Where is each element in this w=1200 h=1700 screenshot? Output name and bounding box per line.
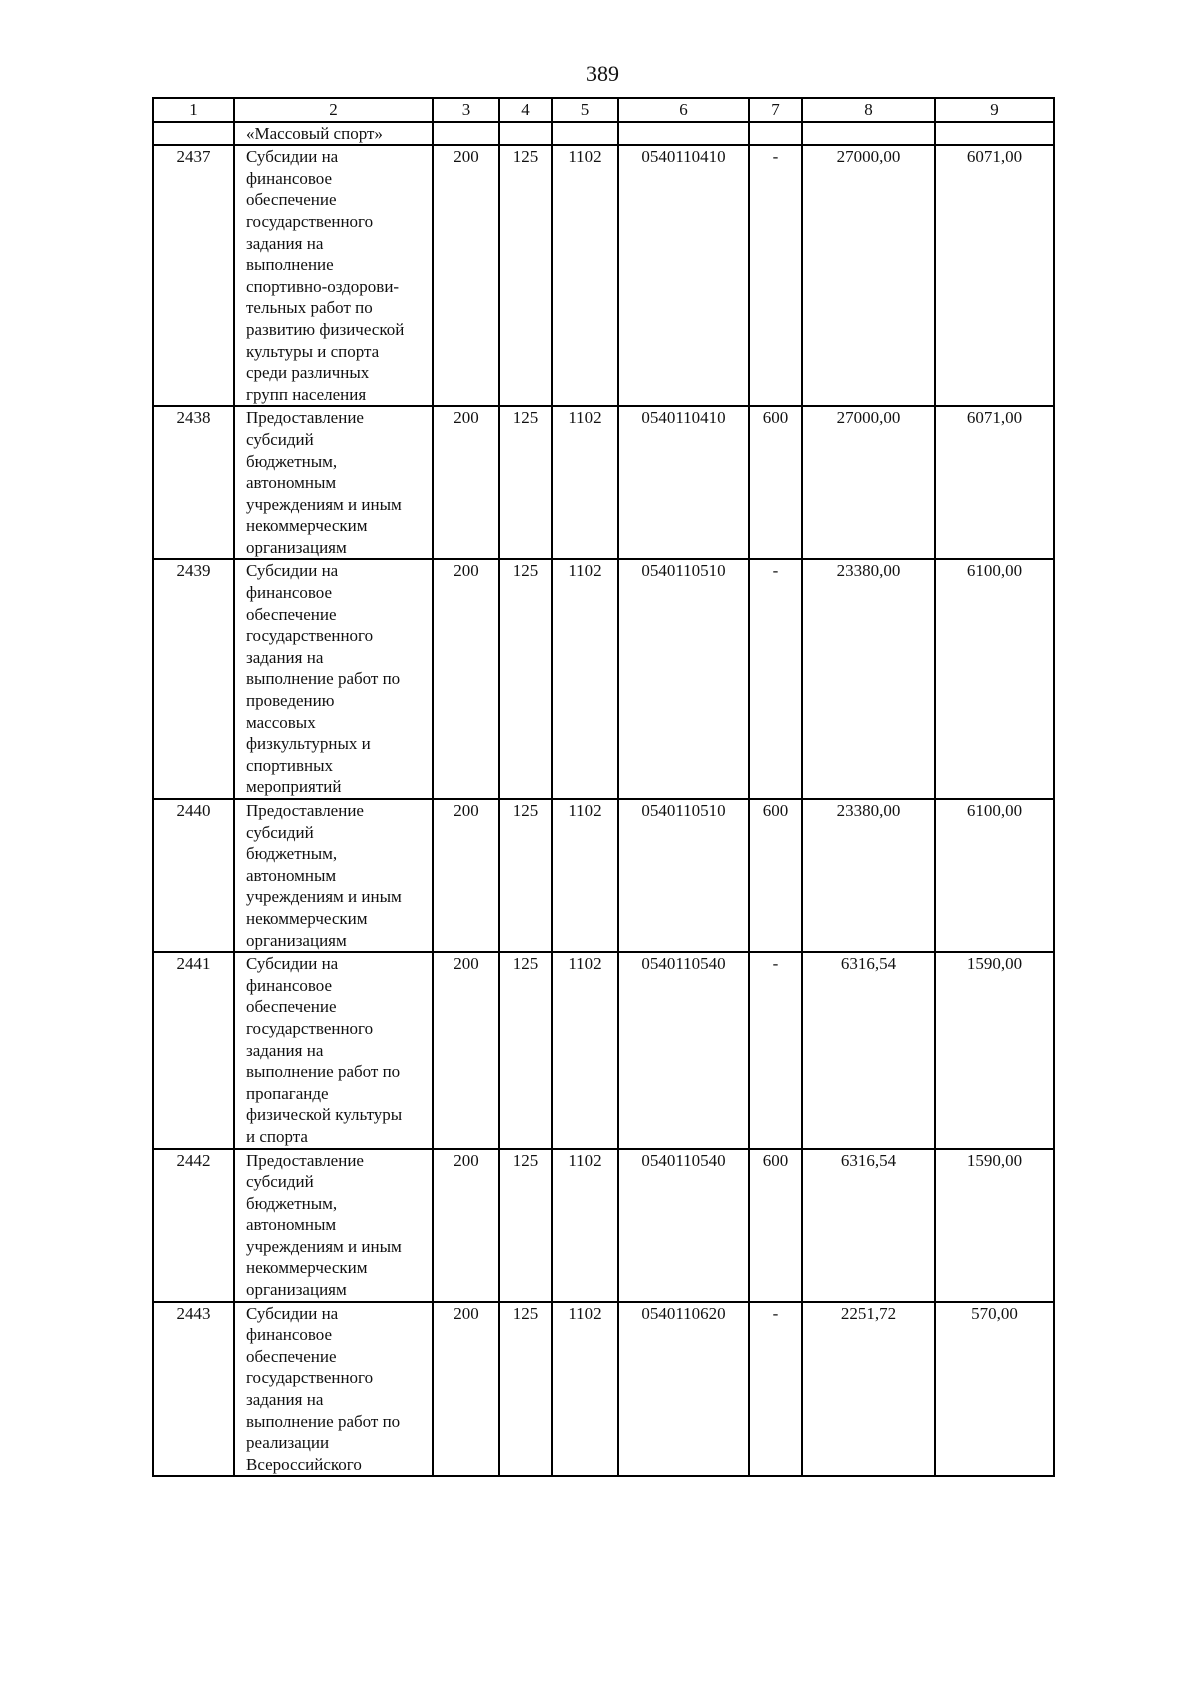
col-5-cell: 1102 [552,1302,618,1477]
column-number-3: 3 [433,98,499,122]
description-line: финансовое [246,583,333,603]
col-9-cell: 570,00 [935,1302,1054,1477]
description-line: тельных работ по [246,298,373,318]
column-number-9: 9 [935,98,1054,122]
description-line: государственного [246,626,374,646]
description-line: некоммерческим [246,1258,368,1278]
col-6-cell: 0540110510 [618,559,749,799]
description-line: субсидий [246,429,314,449]
description-line: реализации [246,1433,330,1453]
description-line: организациям [246,930,347,950]
description-line: автономным [246,865,337,885]
table-row [153,1302,1054,1477]
col-3-cell: 200 [433,952,499,1148]
row-number-cell: 2439 [153,559,234,799]
col-8-cell: 2251,72 [802,1302,935,1477]
table-row [153,1149,1054,1302]
col-9-cell: 1590,00 [935,1149,1054,1302]
description-line: пропаганде [246,1083,329,1103]
col-8-cell: 23380,00 [802,799,935,952]
description-line: Всероссийского [246,1454,362,1474]
description-line: государственного [246,1368,374,1388]
table-row [153,145,1054,406]
description-line: обеспечение [246,604,337,624]
description-cell [234,1302,433,1477]
description-line: учреждениям и иным [246,887,402,907]
description-line: бюджетным, [246,451,338,471]
description-line: финансовое [246,1325,333,1345]
col-4-cell: 125 [499,1302,552,1477]
col-5-cell: 1102 [552,952,618,1148]
description-cell [234,1149,433,1302]
description-cell [234,559,433,799]
section-empty-cell [433,122,499,146]
section-row [153,122,1054,146]
description-cell [234,406,433,559]
description-line: задания на [246,1040,324,1060]
description-line: Субсидии на [246,147,339,167]
description-line: и спорта [246,1126,308,1146]
section-empty-cell [802,122,935,146]
column-number-2: 2 [234,98,433,122]
column-number-6: 6 [618,98,749,122]
description-line: выполнение [246,255,334,275]
description-cell [234,145,433,406]
col-7-cell: - [749,1302,802,1477]
description-line: финансовое [246,168,333,188]
col-4-cell: 125 [499,559,552,799]
table-row [153,799,1054,952]
section-empty-cell [935,122,1054,146]
description-line: проведению [246,691,335,711]
description-line: автономным [246,1215,337,1235]
description-line: задания на [246,647,324,667]
section-empty-cell [499,122,552,146]
description-line: массовых [246,712,316,732]
description-line: организациям [246,537,347,557]
column-number-4: 4 [499,98,552,122]
description-line: учреждениям и иным [246,494,402,514]
col-5-cell: 1102 [552,406,618,559]
col-7-cell: 600 [749,1149,802,1302]
col-7-cell: - [749,952,802,1148]
col-9-cell: 6071,00 [935,406,1054,559]
col-6-cell: 0540110410 [618,406,749,559]
section-title: «Массовый спорт» [234,122,433,146]
description-line: обеспечение [246,1346,337,1366]
row-number-cell: 2438 [153,406,234,559]
col-4-cell: 125 [499,799,552,952]
section-empty-cell [618,122,749,146]
col-3-cell: 200 [433,145,499,406]
col-6-cell: 0540110410 [618,145,749,406]
col-4-cell: 125 [499,1149,552,1302]
row-number-cell: 2442 [153,1149,234,1302]
col-3-cell: 200 [433,559,499,799]
table-row [153,406,1054,559]
col-9-cell: 6100,00 [935,799,1054,952]
description-line: некоммерческим [246,516,368,536]
col-3-cell: 200 [433,1149,499,1302]
description-line: организациям [246,1280,347,1300]
description-line: финансовое [246,975,333,995]
description-line: учреждениям и иным [246,1236,402,1256]
description-line: выполнение работ по [246,1411,401,1431]
row-number-cell: 2443 [153,1302,234,1477]
description-line: государственного [246,1018,374,1038]
description-line: автономным [246,473,337,493]
description-line: Предоставление [246,801,364,820]
section-empty-cell [749,122,802,146]
col-8-cell: 6316,54 [802,952,935,1148]
row-number-cell: 2440 [153,799,234,952]
description-line: мероприятий [246,777,342,797]
col-4-cell: 125 [499,145,552,406]
description-line: физической культуры [246,1105,403,1125]
col-7-cell: 600 [749,406,802,559]
col-9-cell: 1590,00 [935,952,1054,1148]
description-cell [234,952,433,1148]
col-3-cell: 200 [433,406,499,559]
col-5-cell: 1102 [552,799,618,952]
description-line: групп населения [246,384,367,404]
col-3-cell: 200 [433,1302,499,1477]
description-line: Предоставление [246,1150,364,1170]
col-8-cell: 27000,00 [802,406,935,559]
description-line: физкультурных и [246,734,371,754]
description-line: Субсидии на [246,954,339,974]
col-9-cell: 6100,00 [935,559,1054,799]
col-5-cell: 1102 [552,559,618,799]
column-number-8: 8 [802,98,935,122]
description-line: Предоставление [246,408,364,428]
description-line: задания на [246,1390,324,1410]
description-cell [234,799,433,952]
col-6-cell: 0540110620 [618,1302,749,1477]
col-3-cell: 200 [433,799,499,952]
row-number-cell: 2437 [153,145,234,406]
description-line: Субсидии на [246,1303,339,1323]
description-line: обеспечение [246,997,337,1017]
col-5-cell: 1102 [552,145,618,406]
description-line: обеспечение [246,190,337,210]
col-6-cell: 0540110510 [618,799,749,952]
col-8-cell: 23380,00 [802,559,935,799]
description-line: спортивных [246,755,333,775]
section-empty-cell [153,122,234,146]
row-number-cell: 2441 [153,952,234,1148]
col-5-cell: 1102 [552,1149,618,1302]
budget-table [152,97,1055,1477]
col-7-cell: 600 [749,799,802,952]
table-row [153,952,1054,1148]
col-7-cell: - [749,559,802,799]
description-line: субсидий [246,822,314,842]
col-6-cell: 0540110540 [618,1149,749,1302]
description-line: субсидий [246,1172,314,1192]
col-4-cell: 125 [499,952,552,1148]
column-number-1: 1 [153,98,234,122]
column-number-7: 7 [749,98,802,122]
description-line: задания на [246,233,324,253]
description-line: Субсидии на [246,561,339,581]
section-empty-cell [552,122,618,146]
column-number-5: 5 [552,98,618,122]
column-number-header-row [153,98,1054,122]
description-line: государственного [246,211,374,231]
description-line: некоммерческим [246,908,368,928]
description-line: развитию физической [246,319,405,339]
col-8-cell: 6316,54 [802,1149,935,1302]
col-8-cell: 27000,00 [802,145,935,406]
description-line: среди различных [246,363,370,383]
description-line: бюджетным, [246,844,338,864]
col-4-cell: 125 [499,406,552,559]
table-row [153,559,1054,799]
description-line: выполнение работ по [246,1062,401,1082]
col-6-cell: 0540110540 [618,952,749,1148]
col-9-cell: 6071,00 [935,145,1054,406]
description-line: спортивно-оздорови- [246,276,400,296]
description-line: бюджетным, [246,1193,338,1213]
col-7-cell: - [749,145,802,406]
description-line: выполнение работ по [246,669,401,689]
page-number: 389 [586,61,619,86]
table-body [153,98,1054,1476]
description-line: культуры и спорта [246,341,380,361]
